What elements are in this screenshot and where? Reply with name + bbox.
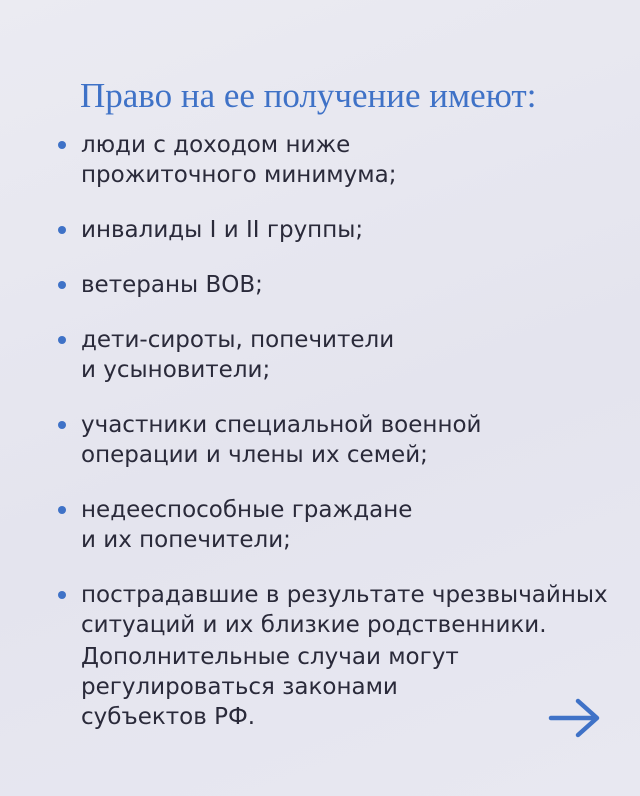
bullet-dot-icon [58,281,66,289]
list-item-line: участники специальной военной [81,412,482,438]
list-item-line: пострадавшие в результате чрезвычайных [81,582,608,608]
list-item-line: дети-сироты, попечители [81,327,395,353]
note-line: регулироваться законами [81,674,398,700]
list-item-line: прожиточного минимума; [81,162,397,188]
bullet-dot-icon [58,226,66,234]
list-item [58,495,628,555]
arrow-right-icon[interactable] [548,696,602,740]
list-item-line: люди с доходом ниже [81,132,351,158]
list-item-line: и усыновители; [81,357,271,383]
bullet-dot-icon [58,506,66,514]
list-item-line: инвалиды I и II группы; [81,217,364,243]
list-item [58,130,628,190]
list-item [58,215,628,245]
slide-title: Право на ее получение имеют: [80,76,537,115]
bullet-dot-icon [58,421,66,429]
list-item-line: и их попечители; [81,527,291,553]
bullet-dot-icon [58,336,66,344]
note-line: субъектов РФ. [81,704,256,730]
bullet-dot-icon [58,141,66,149]
list-item [58,410,628,470]
additional-note [81,642,541,732]
list-item [58,270,628,300]
list-item-line: ситуаций и их близкие родственники. [81,612,547,638]
note-line: Дополнительные случаи могут [81,644,459,670]
list-item [58,325,628,385]
list-item [58,580,628,640]
list-item-line: ветераны ВОВ; [81,272,263,298]
list-item-line: операции и члены их семей; [81,442,428,468]
eligibility-list [58,130,628,665]
list-item-line: недееспособные граждане [81,497,413,523]
bullet-dot-icon [58,591,66,599]
